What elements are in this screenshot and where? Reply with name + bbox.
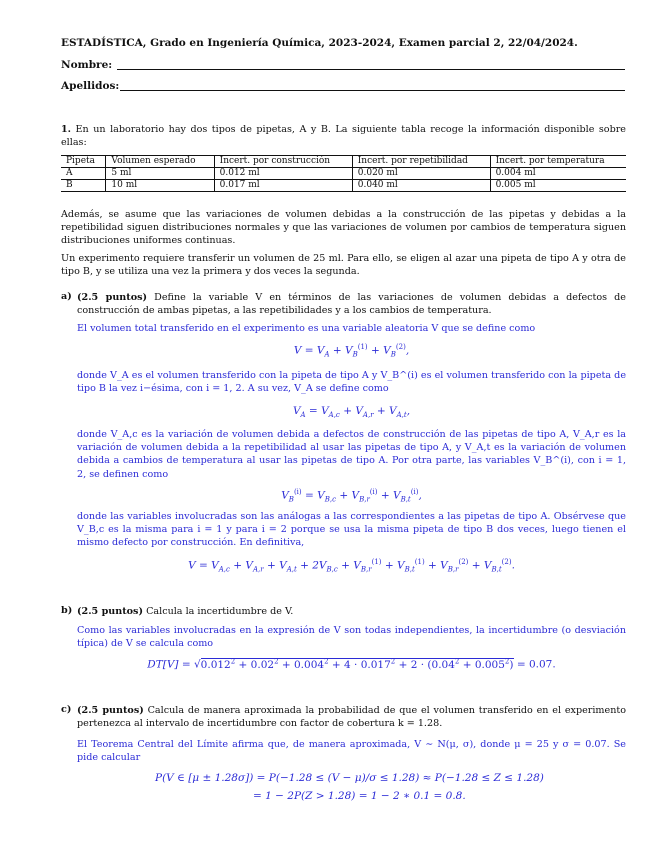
equation-v-total: $V = V_A + V_B^{(1)} + V_B^{(2)}$, [293, 343, 410, 359]
equation-v-b: $V_B^{(i)} = V_{B,c} + V_{B,r}^{(i)} + V_{B,t}^{(i)}$, [281, 488, 422, 504]
part-a-label: a) [61, 291, 72, 302]
part-b-answer: Como las variables involucradas en la expresión de V son todas independientes, la incertidumbre (o desviación típica) de V se calcula como [77, 625, 626, 650]
table-cell: 0.012 ml [214, 168, 352, 180]
table-cell: 0.040 ml [352, 180, 490, 192]
part-b-label: b) [61, 605, 73, 616]
part-b-points: (2.5 puntos) [77, 606, 143, 617]
table-row [61, 180, 626, 192]
problem-paragraph-1: Además, se asume que las variaciones de volumen debidas a la construcción de las pipetas y debidas a la repetibilidad siguen distribuciones normales y que las variaciones de volumen por cambios de temperatura siguen distribuciones uniformes continuas. [61, 209, 626, 247]
pipette-table [61, 155, 626, 192]
uncertainty-result: = 0.07. [516, 658, 556, 671]
problem-number: 1. [61, 124, 72, 135]
part-a-answer-3: donde V_A,c es la variación de volumen debida a defectos de construcción de las pipetas de tipo A, V_A,r es la variación de volumen debida a la repetibilidad al usar las pipetas de tipo A, y V_A,t es la variación de volumen debida a cambios de temperatura al usar las pipetas de tipo A. Por otra parte, las variables V_B^(i), con i = 1, 2, se definen como [77, 429, 626, 480]
table-header: Volumen esperado [106, 156, 214, 168]
equation-v-final: $V = V_{A,c} + V_{A,r} + V_{A,t} + 2V_{B,c} + V_{B,r}^{(1)} + V_{B,t}^{(1)} + V_{B,r}^{(2)} + V_{B,t}^{(2)}$. [188, 558, 515, 574]
nombre-field[interactable] [117, 69, 625, 70]
part-b-question-text: Calcula la incertidumbre de V. [146, 606, 294, 617]
apellidos-field[interactable] [120, 90, 625, 91]
table-cell: 5 ml [106, 168, 214, 180]
part-a-question-text: Define la variable V en términos de las variaciones de volumen debidas a defectos de construcción de ambas pipetas, a las repetibilidades y a los cambios de temperatura. [77, 292, 626, 317]
table-header: Incert. por construcción [214, 156, 352, 168]
part-a-answer-1: El volumen total transferido en el experimento es una variable aleatoria V que se define como [77, 323, 536, 334]
equation-probability-line-1: P(V ∈ [μ ± 1.28σ]) = P(−1.28 ≤ (V − μ)/σ ≤ 1.28) ≈ P(−1.28 ≤ Z ≤ 1.28) [155, 772, 544, 784]
table-header: Incert. por temperatura [490, 156, 626, 168]
part-c-question [77, 704, 626, 730]
nombre-label: Nombre: [61, 59, 113, 71]
part-a-answer-4: donde las variables involucradas son las análogas a las correspondientes a las pipetas de tipo A. Obsérvese que V_B,c es la misma para i = 1 y para i = 2 porque se usa la misma pipeta de tipo B dos veces, luego tienen el mismo defecto por construcción. En definitiva, [77, 511, 626, 549]
part-b-question [77, 605, 626, 618]
exam-title: ESTADÍSTICA, Grado en Ingeniería Química, 2023-2024, Examen parcial 2, 22/04/2024. [61, 37, 578, 49]
equation-uncertainty: $DT[V] = √0.012^2 + 0.02^2 + 0.004^2 + 4 \cdot 0.017^2 + 2 \cdot (0.04^2 + 0.005^2) = 0.07$. [147, 657, 556, 671]
part-c-answer: El Teorema Central del Límite afirma que, de manera aproximada, V ∼ N(μ, σ), donde μ = 25 y σ = 0.07. Se pide calcular [77, 739, 626, 764]
apellidos-label: Apellidos: [61, 80, 120, 92]
part-a-answer-2: donde V_A es el volumen transferido con la pipeta de tipo A y V_B^(i) es el volumen transferido con la pipeta de tipo B la vez i−ésima, con i = 1, 2. A su vez, V_A se define como [77, 370, 626, 395]
table-cell: 0.004 ml [490, 168, 626, 180]
part-c-points: (2.5 puntos) [77, 705, 144, 716]
table-header-row [61, 156, 626, 168]
table-cell: B [61, 180, 106, 192]
problem-paragraph-2: Un experimento requiere transferir un volumen de 25 ml. Para ello, se eligen al azar una pipeta de tipo A y otra de tipo B, y se utiliza una vez la primera y dos veces la segunda. [61, 253, 626, 278]
part-c-label: c) [61, 704, 72, 715]
table-cell: 0.017 ml [214, 180, 352, 192]
part-a-question [77, 291, 626, 317]
problem-intro-text: En un laboratorio hay dos tipos de pipetas, A y B. La siguiente tabla recoge la información disponible sobre ellas: [61, 124, 626, 149]
table-row [61, 168, 626, 180]
equation-probability-line-2: = 1 − 2P(Z > 1.28) = 1 − 2 ∗ 0.1 = 0.8. [253, 790, 466, 802]
table-cell: 0.005 ml [490, 180, 626, 192]
table-cell: 10 ml [106, 180, 214, 192]
part-c-question-text: Calcula de manera aproximada la probabilidad de que el volumen transferido en el experimento pertenezca al intervalo de incertidumbre con factor de cobertura k = 1.28. [77, 705, 626, 730]
table-header: Pipeta [61, 156, 106, 168]
table-header: Incert. por repetibilidad [352, 156, 490, 168]
equation-v-a: $V_A = V_{A,c} + V_{A,r} + V_{A,t}$, [292, 405, 411, 420]
problem-intro [61, 123, 626, 149]
table-cell: A [61, 168, 106, 180]
table-cell: 0.020 ml [352, 168, 490, 180]
part-a-points: (2.5 puntos) [77, 292, 148, 303]
